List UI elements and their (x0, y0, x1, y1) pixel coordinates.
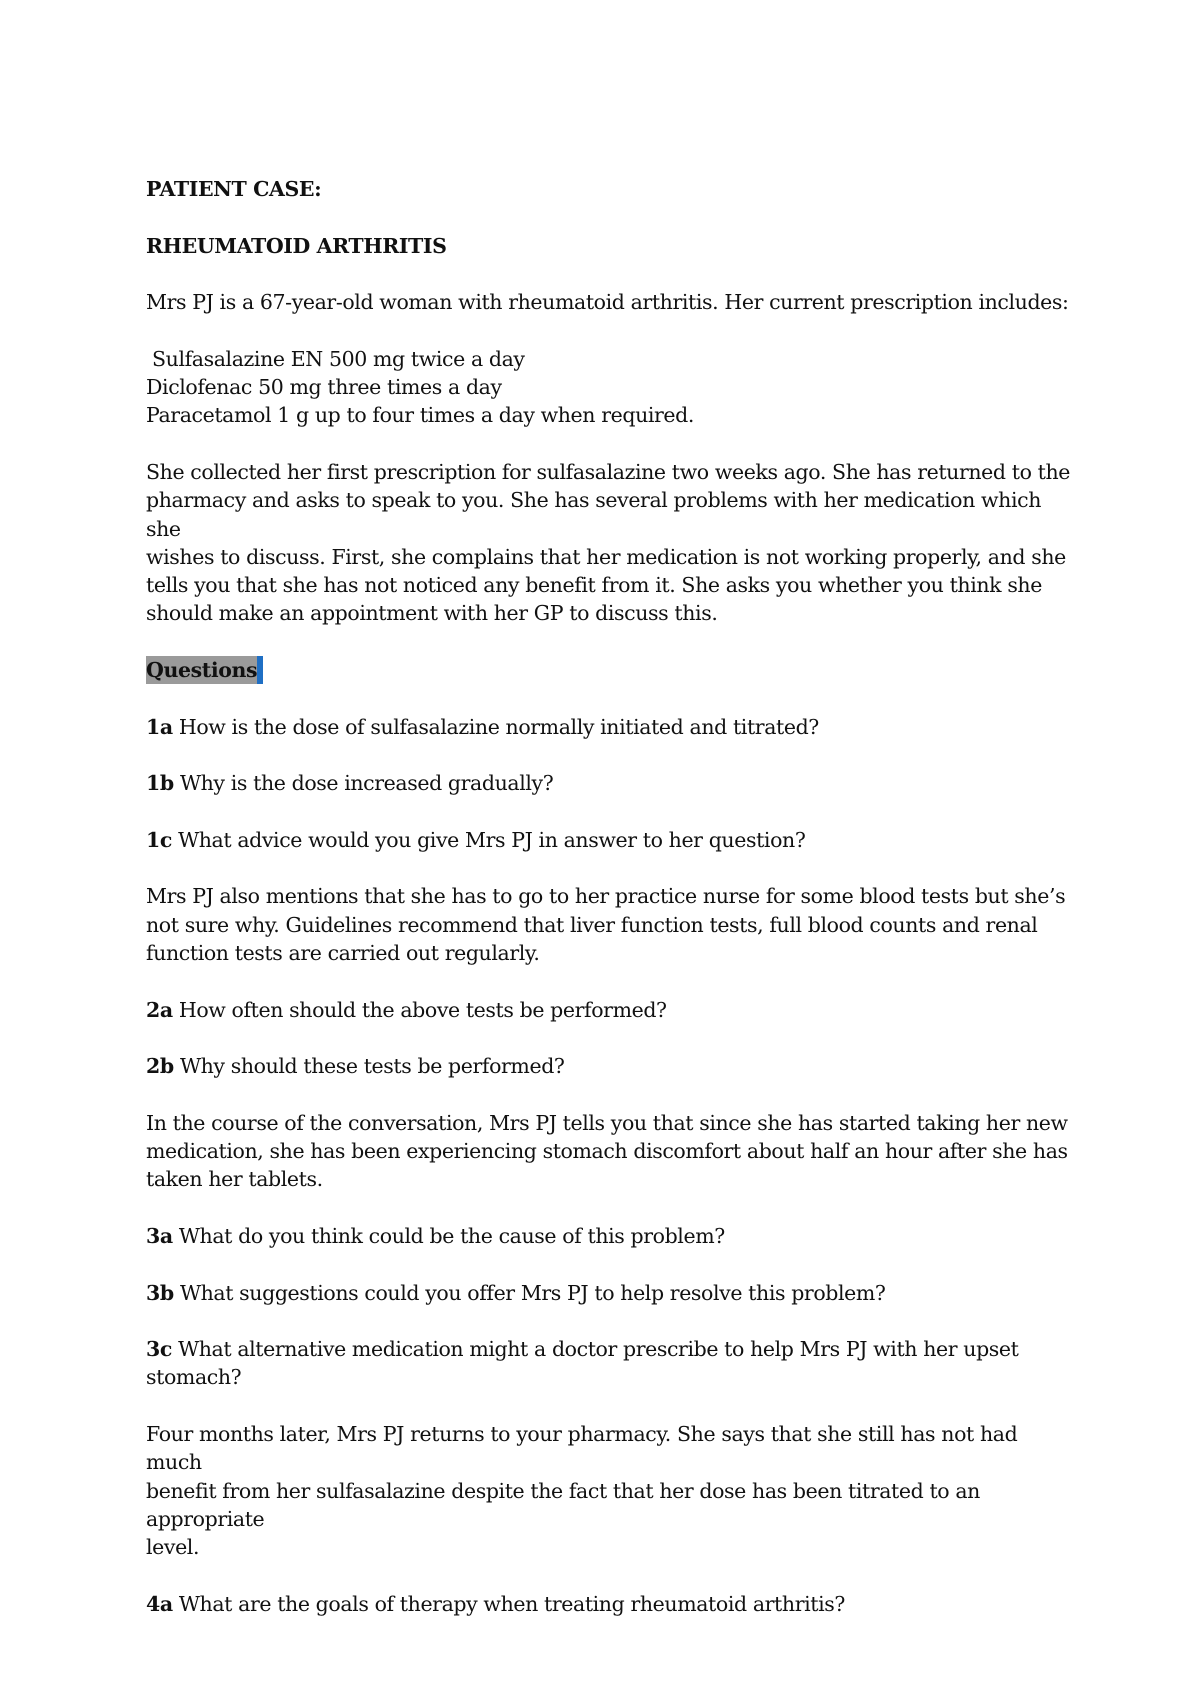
text-line: should make an appointment with her GP to discuss this. (146, 601, 718, 626)
question-text: What are the goals of therapy when treating rheumatoid arthritis? (178, 1591, 845, 1616)
text-line: wishes to discuss. First, she complains that her medication is not working properly, and she (146, 544, 1066, 569)
text-line: benefit from her sulfasalazine despite the fact that her dose has been titrated to an appropriate (146, 1478, 980, 1531)
case-paragraph-4 (146, 1420, 1076, 1561)
question-2a (146, 996, 1076, 1024)
text-line: not sure why. Guidelines recommend that liver function tests, full blood counts and renal (146, 912, 1038, 937)
question-number: 3c (146, 1337, 172, 1362)
question-3c (146, 1335, 1076, 1392)
question-number: 2a (146, 997, 173, 1022)
question-3b (146, 1279, 1076, 1307)
text-line: level. (146, 1535, 200, 1560)
question-text: Why should these tests be performed? (179, 1054, 565, 1079)
case-paragraph-3 (146, 1109, 1076, 1194)
heading-patient-case: PATIENT CASE: (146, 177, 322, 201)
question-text: What suggestions could you offer Mrs PJ to help resolve this problem? (179, 1280, 886, 1305)
text-line: function tests are carried out regularly. (146, 941, 540, 966)
question-text: What advice would you give Mrs PJ in answer to her question? (178, 827, 806, 852)
question-text: What alternative medication might a doctor prescribe to help Mrs PJ with her upset (178, 1337, 1019, 1362)
question-number: 3a (146, 1223, 173, 1248)
questions-label: Questions (146, 656, 263, 684)
question-4a (146, 1590, 1076, 1618)
case-paragraph-1 (146, 458, 1076, 628)
text-line: taken her tablets. (146, 1167, 323, 1192)
question-text: How often should the above tests be performed? (178, 997, 667, 1022)
medication-item: Diclofenac 50 mg three times a day (146, 375, 502, 400)
text-line: pharmacy and asks to speak to you. She has several problems with her medication which she (146, 488, 1042, 541)
question-1b (146, 769, 1076, 797)
questions-heading (146, 656, 1076, 684)
question-text: What do you think could be the cause of this problem? (178, 1223, 725, 1248)
text-line: In the course of the conversation, Mrs PJ tells you that since she has started taking her new (146, 1110, 1068, 1135)
question-number: 3b (146, 1280, 174, 1305)
case-paragraph-2 (146, 882, 1076, 967)
heading-condition: RHEUMATOID ARTHRITIS (146, 233, 447, 258)
text-line: She collected her first prescription for sulfasalazine two weeks ago. She has returned to the (146, 459, 1071, 484)
question-number: 1c (146, 827, 172, 852)
question-text: Why is the dose increased gradually? (179, 771, 554, 796)
text-line: Mrs PJ also mentions that she has to go to her practice nurse for some blood tests but she’s (146, 884, 1066, 909)
question-text: How is the dose of sulfasalazine normally initiated and titrated? (178, 714, 819, 739)
question-1c (146, 826, 1076, 854)
question-number: 4a (146, 1591, 173, 1616)
question-number: 1b (146, 771, 174, 796)
text-line (146, 1335, 1076, 1363)
question-3a (146, 1222, 1076, 1250)
text-line: medication, she has been experiencing stomach discomfort about half an hour after she has (146, 1139, 1068, 1164)
question-number: 1a (146, 714, 173, 739)
text-line: Four months later, Mrs PJ returns to your pharmacy. She says that she still has not had much (146, 1422, 1018, 1475)
document-body (146, 175, 1076, 1646)
text-line: tells you that she has not noticed any benefit from it. She asks you whether you think she (146, 573, 1042, 598)
medication-item: Paracetamol 1 g up to four times a day when required. (146, 403, 694, 428)
question-text-continued: stomach? (146, 1365, 242, 1390)
question-number: 2b (146, 1054, 174, 1079)
intro-paragraph: Mrs PJ is a 67-year-old woman with rheumatoid arthritis. Her current prescription includes: (146, 290, 1069, 315)
question-1a (146, 713, 1076, 741)
medication-item: Sulfasalazine EN 500 mg twice a day (152, 346, 525, 371)
question-2b (146, 1052, 1076, 1080)
medication-list (146, 345, 1076, 430)
